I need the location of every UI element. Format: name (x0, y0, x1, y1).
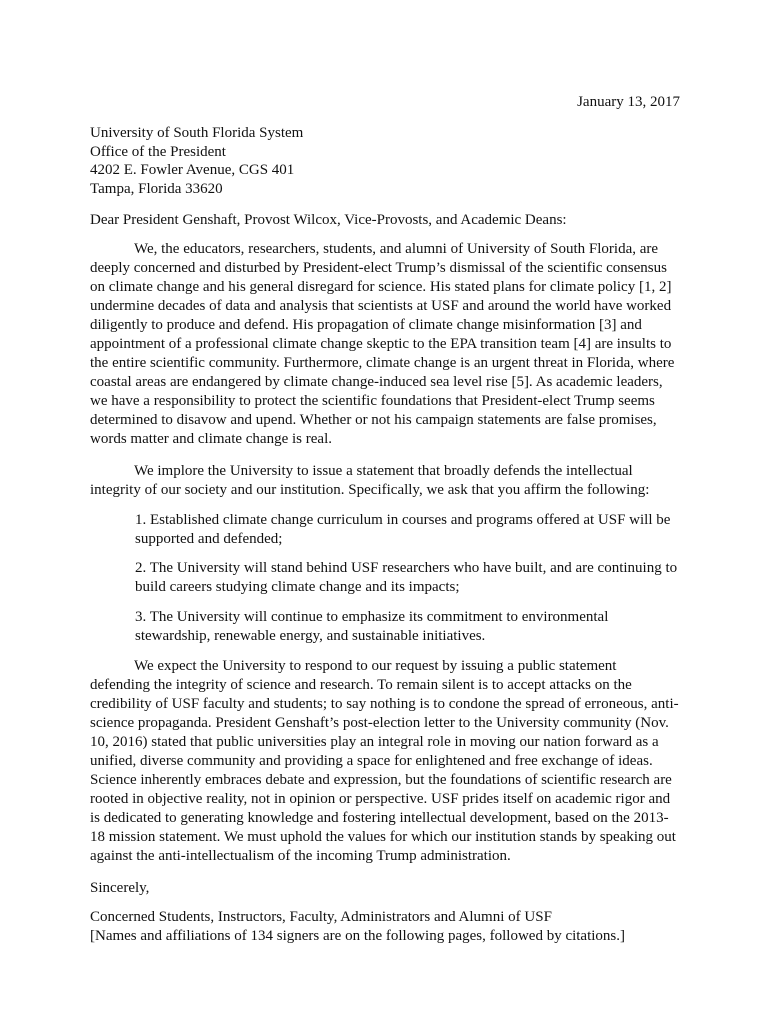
salutation: Dear President Genshaft, Provost Wilcox, Vice-Provosts, and Academic Deans: (90, 212, 567, 228)
address-line: University of South Florida System (90, 125, 304, 141)
address-line: Tampa, Florida 33620 (90, 180, 223, 197)
list-item: 1. Established climate change curriculum in courses and programs offered at USF will be supported and defended; (135, 512, 671, 547)
paragraph-text: We, the educators, researchers, students, and alumni of University of South Florida, are deeply concerned and disturbed by President-elect Trump’s dismissal of the scientific consensus on climate change and his general disregard for science. His stated plans for climate policy [1, 2] undermine decades of data and analysis that scientists at USF and around the world have worked diligently to produce and defend. His propagation of climate change misinformation [3] and appointment of a professional climate change skeptic to the EPA transition team [4] are insults to the entire scientific community. Furthermore, climate change is an urgent threat in Florida, where coastal areas are endangered by climate change-induced sea level rise [5]. As academic leaders, we have a responsibility to protect the scientific foundations that President-elect Trump seems determined to disavow and upend. Whether or not his campaign statements are false promises, words matter and climate change is real. (90, 241, 675, 447)
address-line: Office of the President (90, 143, 226, 160)
signoff: Concerned Students, Instructors, Faculty, Administrators and Alumni of USF (90, 909, 552, 925)
body-paragraph-1 (90, 240, 680, 449)
body-paragraph-2 (90, 462, 680, 500)
request-list-item-2 (135, 559, 683, 597)
request-list-item-1 (135, 511, 683, 549)
paragraph-text: We expect the University to respond to our request by issuing a public statement defending the integrity of science and research. To remain silent is to accept attacks on the credibility of USF faculty and students; to say nothing is to condone the spread of erroneous, anti-science propaganda. President Genshaft’s post-election letter to the University community (Nov. 10, 2016) stated that public universities play an integral role in moving our nation forward as a unified, diverse community and providing a space for enlightened and free exchange of ideas. Science inherently embraces debate and expression, but the foundations of scientific research are rooted in objective reality, not in opinion or perspective. USF prides itself on academic rigor and is dedicated to generating knowledge and fostering intellectual development, based on the 2013-18 mission statement. We must uphold the values for which our institution stands by speaking out against the anti-intellectualism of the incoming Trump administration. (90, 658, 679, 864)
list-item: 3. The University will continue to emphasize its commitment to environmental stewardship, renewable energy, and sustainable initiatives. (135, 609, 609, 644)
body-paragraph-3 (90, 657, 680, 866)
paragraph-text: We implore the University to issue a statement that broadly defends the intellectual integrity of our society and our institution. Specifically, we ask that you affirm the following: (90, 463, 650, 498)
signers-note: [Names and affiliations of 134 signers are on the following pages, followed by citations.] (90, 928, 626, 944)
address-line: 4202 E. Fowler Avenue, CGS 401 (90, 162, 295, 178)
closing: Sincerely, (90, 880, 150, 896)
recipient-address (90, 124, 303, 198)
request-list-item-3 (135, 608, 683, 646)
letter-date: January 13, 2017 (577, 94, 680, 110)
list-item: 2. The University will stand behind USF researchers who have built, and are continuing to build careers studying climate change and its impacts; (135, 560, 678, 595)
